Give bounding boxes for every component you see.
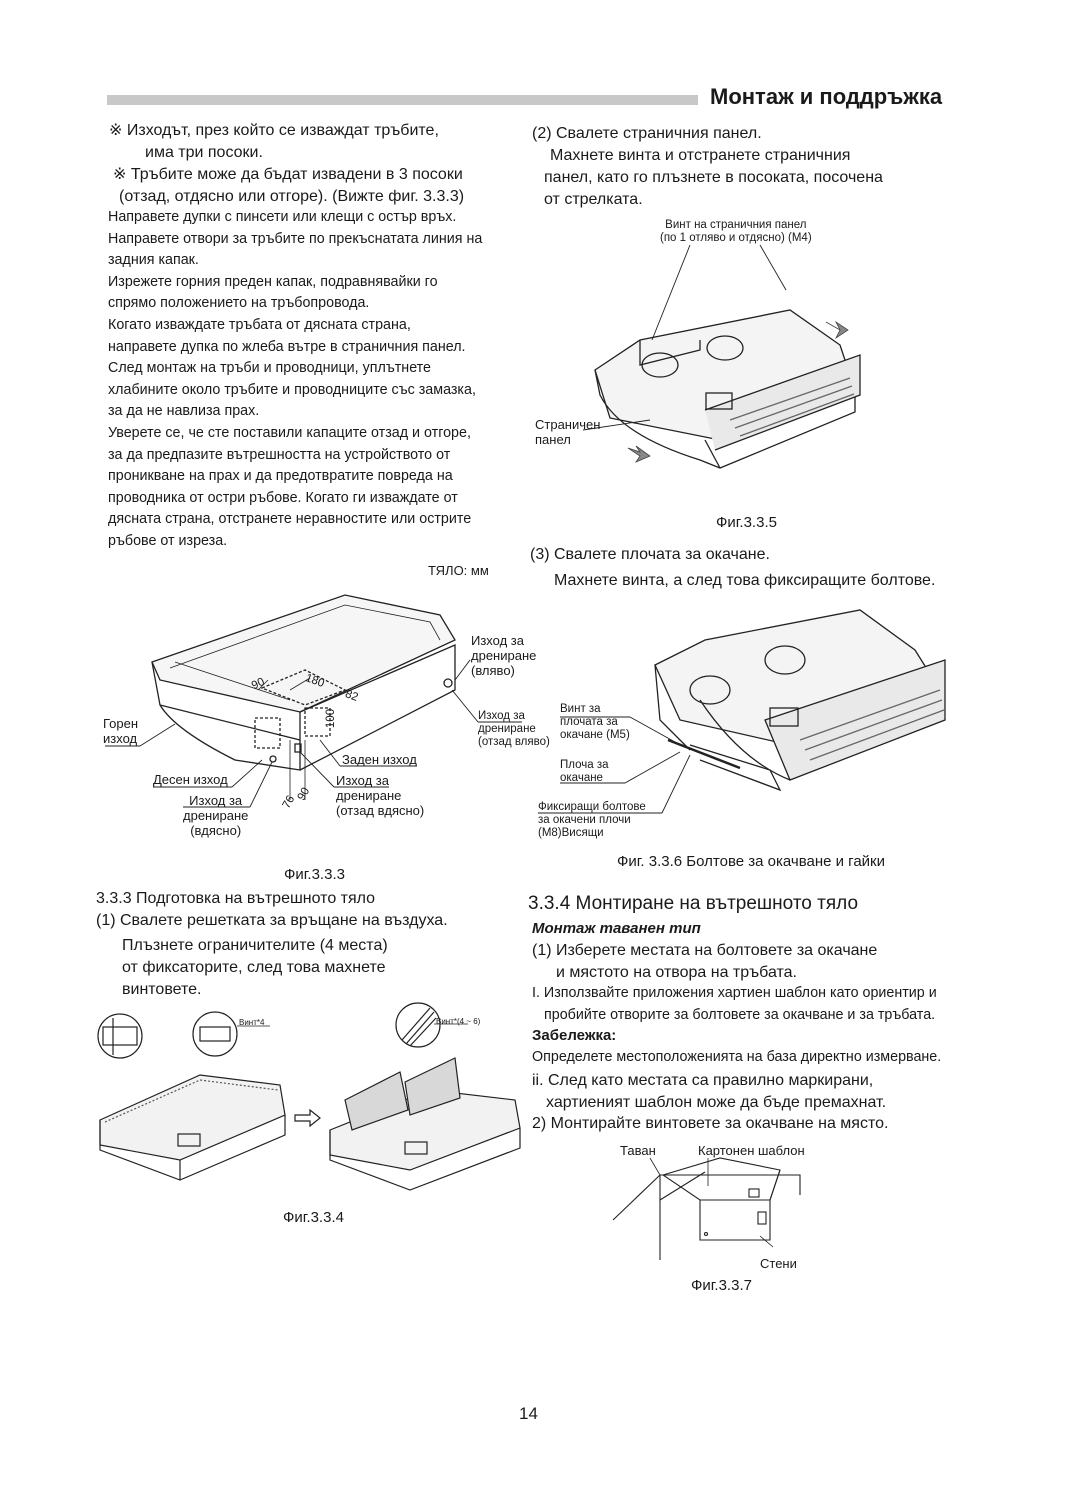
label-line: (отзад вляво) — [478, 736, 550, 748]
step-line: ii. След като местата са правилно маркирани, — [532, 1072, 874, 1089]
para-line: дясната страна, отстранете неравностите или острите — [108, 511, 472, 528]
unit-label: ТЯЛО: мм — [428, 563, 489, 578]
note-1-line-2: има три посоки. — [145, 144, 263, 161]
label-line: Изход за — [189, 793, 243, 808]
para-line: за да не навлиза прах. — [108, 403, 260, 420]
para-line: След монтаж на тръби и проводници, уплътнете — [108, 360, 432, 377]
para-line: Направете отвори за тръбите по прекъснатата линия на — [108, 230, 483, 247]
step-line: пробийте отворите за болтовете за окачване и за тръбата. — [544, 1006, 936, 1023]
label-line: окачане (M5) — [560, 729, 630, 741]
label-line: Фиксиращи болтове — [538, 801, 646, 813]
para-line: ръбове от изреза. — [108, 532, 228, 549]
para-line: за да предпазите вътрешността на устройството от — [108, 446, 451, 463]
step-line: (2) Свалете страничния панел. — [532, 125, 762, 142]
step-line: (3) Свалете плочата за окачане. — [530, 546, 770, 563]
label-line: плочата за — [560, 716, 618, 728]
step-line: панел, като го плъзнете в посоката, посочена — [544, 169, 883, 186]
label-line: Горен — [103, 716, 139, 731]
step-1: (1) Свалете решетката за връщане на въздуха. — [96, 912, 448, 929]
label-line: дрениране — [183, 808, 249, 823]
label-line: Плоча за — [560, 759, 609, 771]
step-2-install: 2) Монтирайте винтовете за окачване на място. — [532, 1115, 889, 1132]
dim-label: 90 — [249, 675, 267, 693]
fig-3-3-7-caption: Фиг.3.3.7 — [691, 1277, 752, 1294]
para-line: задния капак. — [108, 252, 199, 269]
label-line: Изход за — [336, 773, 389, 788]
para-line: Направете дупки с пинсети или клещи с остър връх. — [108, 209, 457, 225]
para-line: проводника от остри ръбове. Когато ги изваждате от — [108, 489, 458, 506]
label-line: за окачени плочи — [538, 814, 631, 826]
note-text: Определете местоположенията на база директно измерване. — [532, 1049, 942, 1065]
screw-label-1: Винт*4 — [239, 1018, 265, 1027]
step-line: Махнете винта, а след това фиксиращите болтове. — [554, 572, 936, 589]
dim-label: 180 — [303, 672, 326, 690]
dim-label: 82 — [343, 688, 360, 704]
para-line: проникване на прах и да предотвратите повреда на — [108, 468, 453, 485]
label-line: панел — [535, 432, 571, 447]
label-ceiling: Таван — [620, 1143, 656, 1158]
page-title: Монтаж и поддръжка — [710, 84, 943, 109]
step-line: (1) Изберете местата на болтовете за окачане — [532, 942, 878, 959]
label-line: (вдясно) — [190, 823, 242, 838]
step-line: хартиеният шаблон може да бъде премахнат. — [546, 1094, 887, 1111]
section-3-3-3-title: 3.3.3 Подготовка на вътрешното тяло — [96, 890, 376, 907]
para-line: направете дупка по жлеба вътре в страничния панел. — [108, 338, 466, 355]
label-line: дрениране — [478, 723, 536, 735]
label-line: окачане — [560, 772, 603, 784]
note-2-line-1: ※ Тръбите може да бъдат извадени в 3 посоки — [113, 166, 463, 183]
fig-3-3-4-caption: Фиг.3.3.4 — [283, 1209, 344, 1226]
screw-label-2: Винт*(4 ~ 6) — [436, 1017, 481, 1026]
para-line: хлабините около тръбите и проводниците със замазка, — [108, 381, 476, 398]
note-1-line-1: ※ Изходът, през който се изваждат тръбите, — [109, 122, 439, 139]
label-line: (вляво) — [471, 663, 515, 678]
label-line: Страничен — [535, 417, 601, 432]
step-line: от стрелката. — [544, 191, 643, 208]
fig-3-3-3-caption: Фиг.3.3.3 — [284, 866, 345, 883]
label-line: изход — [103, 731, 138, 746]
section-3-3-4-subtitle: Монтаж таванен тип — [532, 920, 701, 937]
step-line: Махнете винта и отстранете страничния — [550, 147, 851, 164]
note-2-line-2: (отзад, отдясно или отгоре). (Вижте фиг. 3.3.3) — [119, 188, 465, 205]
page-number: 14 — [519, 1404, 538, 1423]
label-cardboard-template: Картонен шаблон — [698, 1143, 805, 1158]
label-line: Винт за — [560, 703, 601, 715]
label-line: (по 1 отляво и отдясно) (M4) — [660, 232, 812, 244]
label-line: Изход за — [471, 633, 524, 648]
body-line: винтовете. — [122, 981, 202, 998]
step-line: и мястото на отвора на тръбата. — [556, 964, 797, 981]
label-line: Изход за — [478, 710, 525, 722]
section-3-3-4-title: 3.3.4 Монтиране на вътрешното тяло — [528, 893, 859, 914]
para-line: спрямо положението на тръбопровода. — [108, 295, 370, 312]
dim-label: 100 — [325, 708, 338, 729]
label-line: (M8)Висящи — [538, 827, 604, 839]
para-line: Изрежете горния преден капак, подравнявайки го — [108, 273, 438, 290]
label-line: дрениране — [336, 788, 402, 803]
note-label: Забележка: — [532, 1027, 617, 1044]
step-line: I. Използвайте приложения хартиен шаблон като ориентир и — [532, 985, 937, 1001]
para-line: Когато изваждате тръбата от дясната страна, — [108, 316, 411, 333]
fig-3-3-5-caption: Фиг.3.3.5 — [716, 514, 777, 531]
para-line: Уверете се, че сте поставили капаците отзад и отгоре, — [108, 424, 471, 441]
label-right-outlet: Десен изход — [153, 772, 228, 787]
body-line: от фиксаторите, след това махнете — [122, 959, 386, 976]
body-line: Плъзнете ограничителите (4 места) — [122, 937, 388, 954]
label-rear-outlet: Заден изход — [342, 752, 417, 767]
label-line: (отзад вдясно) — [336, 803, 425, 818]
label-line: дрениране — [471, 648, 537, 663]
label-walls: Стени — [760, 1256, 797, 1271]
label-line: Винт на страничния панел — [665, 219, 807, 231]
fig-3-3-6-caption: Фиг. 3.3.6 Болтове за окачване и гайки — [617, 853, 885, 870]
dim-label: 90 — [295, 785, 313, 803]
dim-label: 76 — [280, 793, 298, 811]
